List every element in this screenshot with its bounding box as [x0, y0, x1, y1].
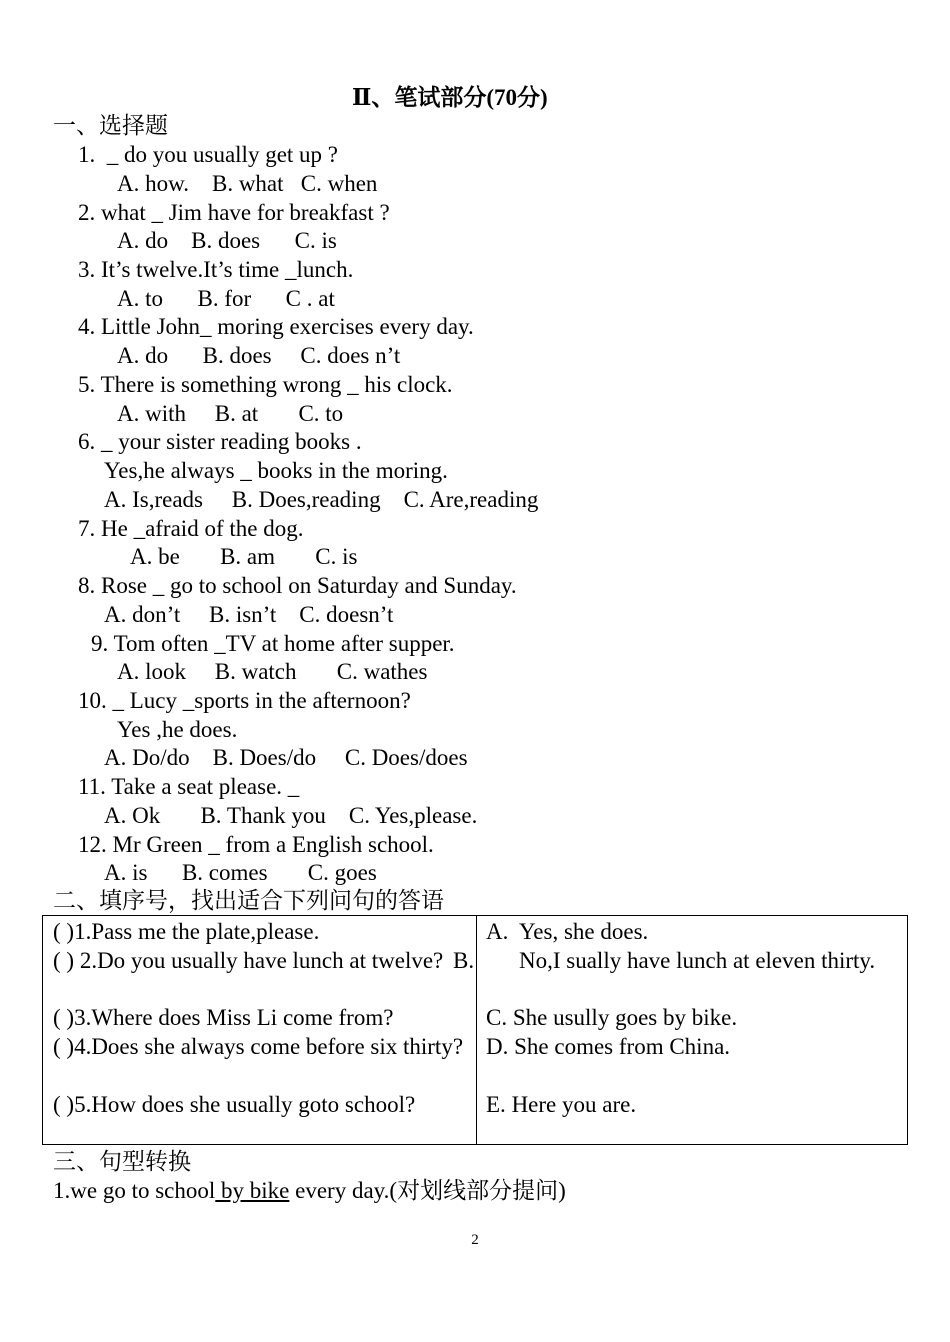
matching-question: ( )5.How does she usually goto school?: [53, 1092, 416, 1117]
question-text: 1.we go to school: [53, 1178, 216, 1203]
question-text: every day.(对划线部分提问): [289, 1178, 566, 1203]
options-line: A. how. B. what C. when: [117, 171, 378, 196]
options-line: A. to B. for C . at: [117, 286, 335, 311]
answer-label: D.: [486, 1034, 509, 1059]
matching-question: ( )4.Does she always come before six thirty?: [53, 1034, 464, 1059]
transform-question: [53, 1176, 566, 1205]
question-line: 1. _ do you usually get up ?: [78, 142, 338, 167]
matching-question: ( ) 2.Do you usually have lunch at twelve?: [53, 948, 444, 973]
question-line: Yes ,he does.: [117, 717, 238, 742]
question-line: 12. Mr Green _ from a English school.: [78, 832, 434, 857]
options-line: A. be B. am C. is: [130, 544, 358, 569]
answer-label: A.: [486, 919, 509, 944]
question-line: 8. Rose _ go to school on Saturday and Sunday.: [78, 573, 517, 598]
matching-answer: [486, 1032, 898, 1061]
options-line: A. don’t B. isn’t C. doesn’t: [104, 602, 394, 627]
options-line: A. Do/do B. Does/do C. Does/does: [104, 745, 468, 770]
options-line: A. is B. comes C. goes: [104, 860, 377, 885]
question-line: 4. Little John_ moring exercises every day.: [78, 314, 474, 339]
question-line: 2. what _ Jim have for breakfast ?: [78, 200, 390, 225]
answer-label: E.: [486, 1092, 506, 1117]
matching-answer: [486, 1003, 898, 1032]
question-line: 10. _ Lucy _sports in the afternoon?: [78, 688, 411, 713]
section3-heading: 三、句型转换: [53, 1149, 191, 1174]
matching-answer: [486, 1090, 898, 1119]
answer-text: Yes, she does.: [519, 919, 649, 944]
question-line: 3. It’s twelve.It’s time _lunch.: [78, 257, 354, 282]
matching-table: [42, 915, 908, 1145]
page-number: 2: [471, 1232, 479, 1248]
options-line: A. Ok B. Thank you C. Yes,please.: [104, 803, 478, 828]
matching-question: ( )1.Pass me the plate,please.: [53, 919, 320, 944]
question-line: 11. Take a seat please. _: [78, 774, 300, 799]
question-line: Yes,he always _ books in the moring.: [104, 458, 448, 483]
question-line: 5. There is something wrong _ his clock.: [78, 372, 453, 397]
options-line: A. do B. does C. does n’t: [117, 343, 401, 368]
matching-answer: [453, 946, 931, 975]
answer-text: Here you are.: [511, 1092, 637, 1117]
options-line: A. do B. does C. is: [117, 228, 337, 253]
page-title: Ⅱ、笔试部分(70分): [352, 85, 548, 110]
options-line: A. look B. watch C. wathes: [117, 659, 428, 684]
section1-heading: 一、选择题: [53, 113, 168, 138]
answer-label: C.: [486, 1005, 508, 1030]
section2-heading: 二、填序号，找出适合下列问句的答语: [53, 888, 444, 913]
question-line: 9. Tom often _TV at home after supper.: [91, 631, 455, 656]
matching-question: ( )3.Where does Miss Li come from?: [53, 1005, 394, 1030]
answer-text: No,I sually have lunch at eleven thirty.: [519, 948, 876, 973]
answer-label: B.: [453, 948, 475, 973]
underlined-phrase: by bike: [215, 1178, 290, 1203]
answer-text: She comes from China.: [514, 1034, 731, 1059]
answer-text: She usully goes by bike.: [512, 1005, 738, 1030]
matching-answer: [486, 917, 898, 946]
question-line: 7. He _afraid of the dog.: [78, 516, 304, 541]
options-line: A. with B. at C. to: [117, 401, 344, 426]
options-line: A. Is,reads B. Does,reading C. Are,reading: [104, 487, 539, 512]
table-divider: [476, 916, 477, 1144]
question-line: 6. _ your sister reading books .: [78, 429, 362, 454]
